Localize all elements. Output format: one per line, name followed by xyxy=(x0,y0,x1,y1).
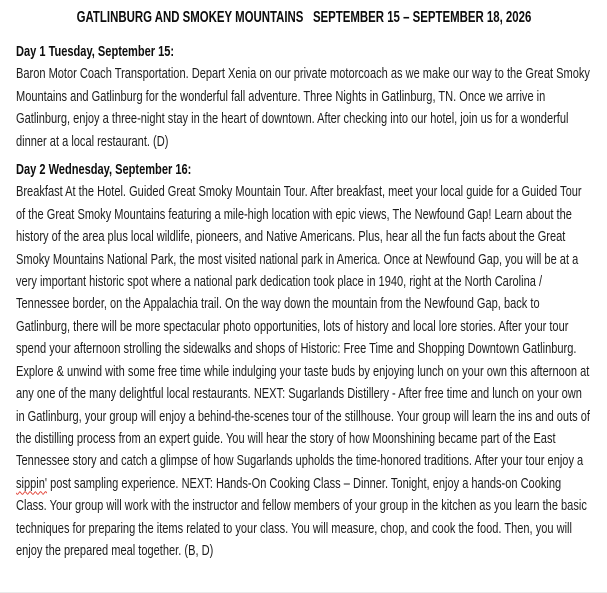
day-2-heading: Day 2 Wednesday, September 16: xyxy=(16,161,192,179)
day-1-heading: Day 1 Tuesday, September 15: xyxy=(16,43,175,60)
day-2-text-after-misspelling: post sampling experience. NEXT: Hands-On Cooking Class – Dinner. Tonight, enjoy a hands-on Cooking Class. Your group will work with the instructor and fellow members of your group in the kitchen as you learn the basic techniques for preparing the items related to your class. You will measure, chop, and cook the food. Then, you will enjoy the prepared meal together. (B, D) xyxy=(16,474,587,559)
day-1-paragraph: Baron Motor Coach Transportation. Depart Xenia on our private motorcoach as we make our way to the Great Smoky Mountains and Gatlinburg for the wonderful fall adventure. Three Nights in Gatlinburg, TN. Once we arrive in Gatlinburg, enjoy a three-night stay in the heart of downtown. After checking into our hotel, join us for a wonderful dinner at a local restaurant. (D) xyxy=(16,65,590,150)
day-2-paragraph xyxy=(16,181,591,562)
document-title: GATLINBURG AND SMOKEY MOUNTAINS SEPTEMBER 15 – SEPTEMBER 18, 2026 xyxy=(76,9,532,26)
misspelled-word-spellcheck[interactable]: sippin' xyxy=(16,474,48,492)
day-2-text-before-misspelling: Breakfast At the Hotel. Guided Great Smoky Mountain Tour. After breakfast, meet your local guide for a Guided Tour of the Great Smoky Mountains featuring a mile-high location with epic views, The Newfound Gap! Learn about the history of the area plus local wildlife, pioneers, and Native Americans. Plus, hear all the fun facts about the Great Smoky Mountains National Park, the most visited national park in America. Once at Newfound Gap, you will be at a very important historic spot where a national park dedication took place in 1940, right at the North Carolina / Tennessee border, on the Appalachia trail. On the way down the mountain from the Newfound Gap, back to Gatlinburg, there will be more spectacular photo opportunities, lots of history and local lore stories. After your tour spend your afternoon strolling the sidewalks and shops of Historic: Free Time and Shopping Downtown Gatlinburg. Explore & unwind with some free time while indulging your taste buds by enjoying lunch on your own this afternoon at any one of the many delightful local restaurants. NEXT: Sugarlands Distillery - After free time and lunch on your own in Gatlinburg, your group will enjoy a behind-the-scenes tour of the stillhouse. Your group will learn the ins and outs of the distilling process from an expert guide. You will hear the story of how Moonshining became part of the East Tennessee story and catch a glimpse of how Sugarlands upholds the time-honored traditions. After your tour enjoy a xyxy=(16,183,590,470)
